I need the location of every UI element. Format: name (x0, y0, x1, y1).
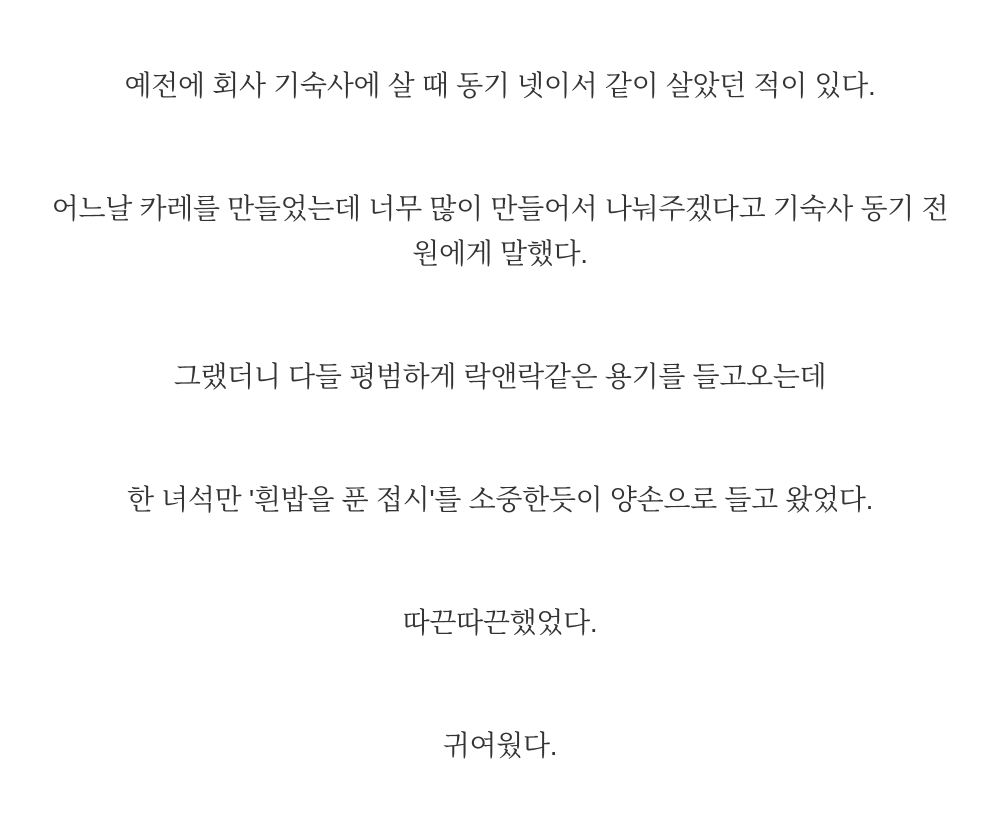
paragraph-2 (24, 186, 976, 276)
paragraph-6-line-1: 귀여웠다. (442, 730, 558, 761)
paragraph-5 (24, 600, 976, 645)
paragraph-3 (24, 354, 976, 399)
paragraph-4-line-1: 한 녀석만 '흰밥을 푼 접시'를 소중한듯이 양손으로 들고 왔었다. (126, 484, 874, 515)
post-content (24, 0, 976, 768)
paragraph-1-line-1: 예전에 회사 기숙사에 살 때 동기 넷이서 같이 살았던 적이 있다. (124, 70, 876, 101)
paragraph-6 (24, 723, 976, 768)
paragraph-5-line-1: 따끈따끈했었다. (402, 607, 598, 638)
paragraph-2-line-1: 어느날 카레를 만들었는데 너무 많이 만들어서 나눠주겠다고 기숙사 동기 전 (51, 193, 949, 224)
paragraph-4 (24, 477, 976, 522)
paragraph-2-line-2: 원에게 말했다. (412, 238, 588, 269)
paragraph-3-line-1: 그랬더니 다들 평범하게 락앤락같은 용기를 들고오는데 (173, 361, 827, 392)
paragraph-1 (24, 63, 976, 108)
